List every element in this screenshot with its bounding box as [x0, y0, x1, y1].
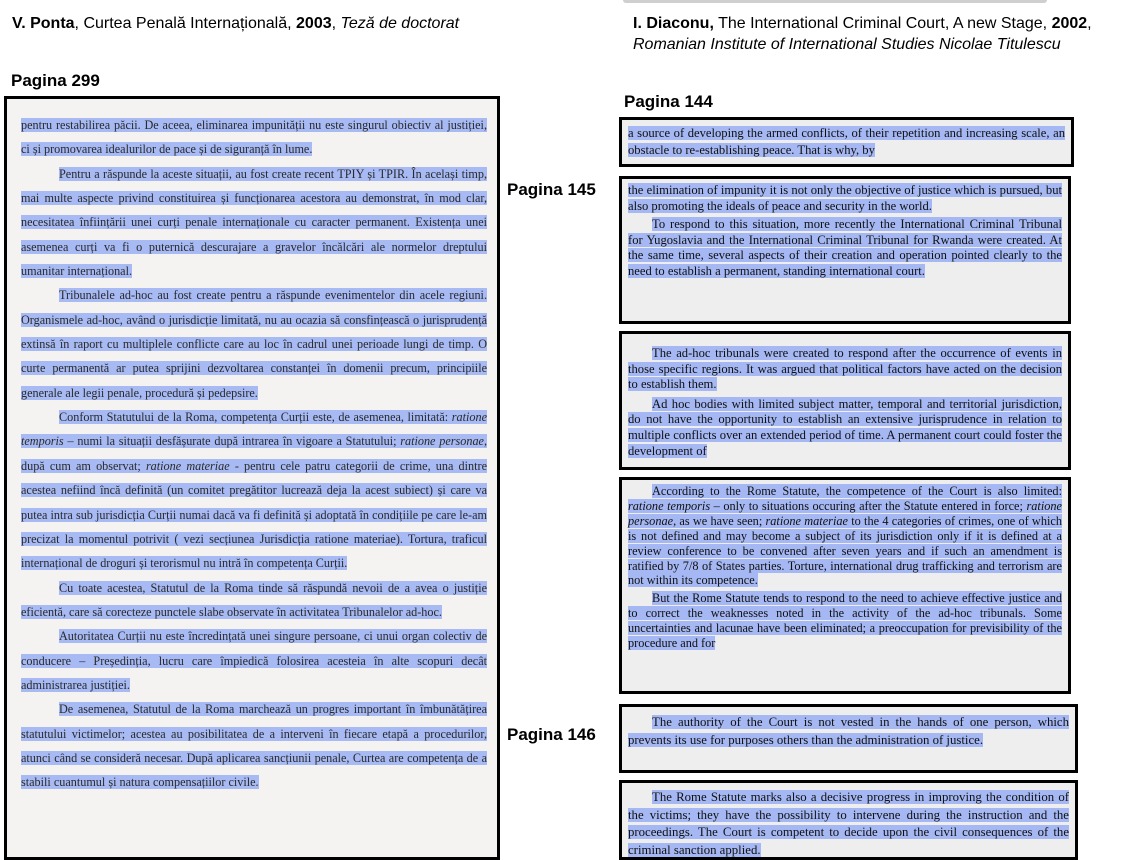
left-paragraph-5: Cu toate acestea, Statutul de la Roma tinde să răspundă nevoii de a avea o justiție eficientă, care să corecteze punctele slabe observate în activitatea Tribunalelor ad-hoc. [21, 580, 487, 619]
page-label-146: Pagina 146 [507, 725, 596, 744]
right-excerpt-box-6 [619, 780, 1078, 860]
excerpt-text: The Rome Statute marks also a decisive progress in improving the condition of the victims; they have the possibility to intervene during the instruction and the proceedings. The Court is competent to decide upon the civil consequences of the criminal sanction applied. [628, 790, 1069, 857]
right-citation-header: I. Diaconu, The International Criminal Court, A new Stage, 2002, Romanian Institute of International Studies Nicolae Titulescu [633, 15, 1092, 53]
left-year: 2003 [296, 15, 332, 32]
right-excerpt-box-4: According to the Rome Statute, the competence of the Court is also limited: ratione temporis – only to situations occuring after the Statute entered in force; ratione personae, as we have seen; ratione materiae to the 4 categories of crimes, one of which is not defined and may become a subject of its jurisdiction only if it is defined at a review conference to be convened after seven years and if such an amendment is ratified by 7/8 of States parties. Torture, international drug trafficking and terrorism are not within its competence. But the Rome Statute tends to respond to the need to achieve effective justice and to correct the weaknesses noted in the activity of the ad-hoc tribunals. Some uncertainties and lacunae have been eliminated; a preoccupation for previsibility of the procedure and for [619, 477, 1071, 694]
left-citation-header: V. Ponta, Curtea Penală Internațională, 2003, Teză de doctorat [12, 15, 460, 32]
right-author: I. Diaconu, [633, 15, 714, 32]
right-excerpt-box-5 [619, 704, 1078, 773]
excerpt-text: Ad hoc bodies with limited subject matter, temporal and territorial jurisdiction, do not have the opportunity to establish an extensive jurisprudence in relation to multiple conflicts over an extended period of time. A permanent court could foster the development of [628, 396, 1062, 458]
right-year: 2002 [1051, 15, 1088, 32]
page-label-299: Pagina 299 [11, 71, 100, 90]
left-paragraph-3: Tribunalele ad-hoc au fost create pentru a răspunde evenimentelor din acele regiuni. Organismele ad-hoc, având o jurisdicție limitată, nu au ocazia să consfințească o jurisprudență extinsă în raport cu multiplele conflicte care au loc în cadrul unei perioade lungi de timp. O curte permanentă ar putea sprijini dezvoltarea constanței în domenii precum, principiile generale ale legii penale, procedură și pedepsire. [21, 288, 487, 400]
page-label-145: Pagina 145 [507, 180, 596, 199]
excerpt-text: The ad-hoc tribunals were created to respond after the occurrence of events in those specific regions. It was argued that political factors have acted on the decision to establish them. [628, 346, 1062, 392]
excerpt-text: a source of developing the armed conflicts, of their repetition and increasing scale, an obstacle to re-establishing peace. That is why, by [628, 126, 1065, 157]
left-paragraph-4: Conform Statutului de la Roma, competența Curții este, de asemenea, limitată: ratione temporis – numi la situații desfășurate după intrarea în vigoare a Statutului; ratione personae, după cum am observat; ratione materiae - pentru cele patru categorii de crime, una dintre acestea nefiind încă definită (un comitet pregătitor lucrează deja la acest subiect) și care va putea intra sub jurisdicția Curții numai dacă va fi definită și adoptată în condițiile pe care le-am precizat la momentul potrivit ( vezi secțiunea Jurisdicția ratione materiae). Tortura, traficul internațional de droguri și terorismul nu intră în competența Curții. [21, 410, 487, 571]
left-author: V. Ponta [12, 15, 75, 32]
left-paragraph-1: pentru restabilirea păcii. De aceea, eliminarea impunității nu este singurul obiectiv al justiției, ci și promovarea idealurilor de pace și de siguranță în lume. [21, 118, 487, 157]
right-excerpt-box-2 [619, 176, 1071, 324]
right-publisher: Romanian Institute of International Studies Nicolae Titulescu [633, 36, 1061, 53]
left-paragraph-7: De asemenea, Statutul de la Roma marchează un progres important în îmbunătățirea statutului victimelor; acestea au posibilitatea de a interveni în fiecare etapă a procedurilor, atunci când se consideră necesar. După aplicarea sancțiunii penale, Curtea are competența de a stabili cuantumul și natura compensațiilor civile. [21, 702, 487, 790]
left-page-text [21, 113, 487, 795]
right-excerpt-box-1 [619, 117, 1074, 167]
page-label-144: Pagina 144 [624, 92, 713, 111]
excerpt-text: the elimination of impunity it is not only the objective of justice which is pursued, but also promoting the ideals of peace and security in the world. [628, 183, 1062, 213]
left-paragraph-2: Pentru a răspunde la aceste situații, au fost create recent TPIY și TPIR. În același timp, mai multe aspecte privind constituirea și funcționarea acestora au demonstrat, în mod clar, necesitatea înființării unei curți penale internaționale cu caracter permanent. Existența unei asemenea curți va fi o puternică descurajare a gravelor încălcări ale normelor dreptului umanitar internațional. [21, 166, 487, 279]
excerpt-text: But the Rome Statute tends to respond to the need to achieve effective justice and to correct the weaknesses noted in the activity of the ad-hoc tribunals. Some uncertainties and lacunae have been eliminated; a preoccupation for previsibility of the procedure and for [628, 591, 1062, 651]
excerpt-text: To respond to this situation, more recently the International Criminal Tribunal for Yugoslavia and the International Criminal Tribunal for Rwanda were created. At the same time, several aspects of their creation and operation pointed clearly to the need to establish a permanent, standing international court. [628, 217, 1062, 278]
excerpt-text: The authority of the Court is not vested in the hands of one person, which prevents its use for purposes others than the administration of justice. [628, 715, 1069, 747]
left-paragraph-6: Autoritatea Curții nu este încredințată unei singure persoane, ci unui organ colectiv de conducere – Președinția, lucru care împiedică folosirea acesteia în alte scopuri decât administrarea justiției. [21, 629, 487, 692]
top-scrollbar-edge [623, 0, 1047, 3]
left-page-scan [4, 96, 500, 860]
right-excerpt-box-3 [619, 331, 1071, 470]
left-title: Teză de doctorat [340, 15, 460, 32]
